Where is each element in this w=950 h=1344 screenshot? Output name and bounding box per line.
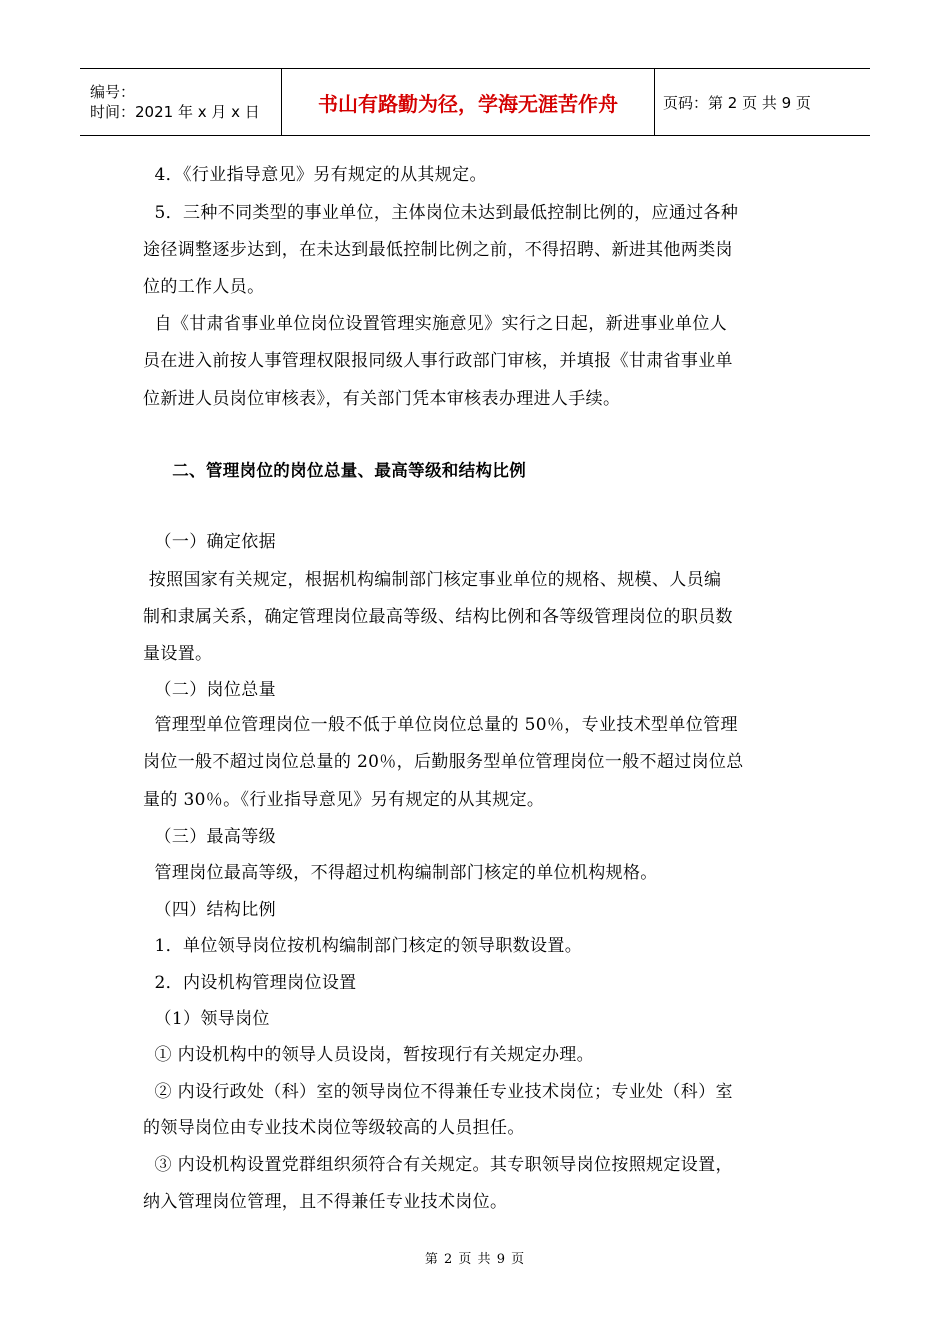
motto-text: 书山有路勤为径，学海无涯苦作舟 — [318, 91, 618, 116]
body-line: ③ 内设机构设置党群组织须符合有关规定。其专职领导岗位按照规定设置， — [143, 1155, 733, 1175]
section-heading: 二、管理岗位的岗位总量、最高等级和结构比例 — [160, 461, 527, 480]
body-line: 按照国家有关规定，根据机构编制部门核定事业单位的规格、规模、人员编 — [143, 570, 722, 590]
body-line: 纳入管理岗位管理，且不得兼任专业技术岗位。 — [143, 1192, 508, 1212]
body-line: 岗位一般不超过岗位总量的 20％，后勤服务型单位管理岗位一般不超过岗位总 — [143, 752, 744, 772]
body-line: ① 内设机构中的领导人员设岗，暂按现行有关规定办理。 — [143, 1045, 595, 1065]
body-line: 2．内设机构管理岗位设置 — [143, 973, 357, 993]
body-line: 管理型单位管理岗位一般不低于单位岗位总量的 50％，专业技术型单位管理 — [143, 715, 738, 735]
body-line: 位新进人员岗位审核表》，有关部门凭本审核表办理进人手续。 — [143, 389, 621, 409]
body-line: 4．《行业指导意见》另有规定的从其规定。 — [143, 165, 487, 185]
body-line: 员在进入前按人事管理权限报同级人事行政部门审核，并填报《甘肃省事业单 — [143, 351, 733, 371]
body-line: （1）领导岗位 — [143, 1009, 270, 1029]
body-line: （四）结构比例 — [143, 900, 276, 920]
page-footer: 第 2 页 共 9 页 — [424, 1252, 526, 1267]
document-date: 时间：2021 年 x 月 x 日 — [90, 103, 260, 121]
body-line: 量的 30％。《行业指导意见》另有规定的从其规定。 — [143, 790, 545, 810]
header-page-number: 页码：第 2 页 共 9 页 — [663, 93, 811, 112]
body-line: 途径调整逐步达到，在未达到最低控制比例之前，不得招聘、新进其他两类岗 — [143, 240, 733, 260]
body-line: 1．单位领导岗位按机构编制部门核定的领导职数设置。 — [143, 936, 583, 956]
body-line: （三）最高等级 — [143, 827, 276, 847]
body-line: 位的工作人员。 — [143, 277, 265, 297]
body-line: 管理岗位最高等级，不得超过机构编制部门核定的单位机构规格。 — [143, 863, 658, 883]
header-meta — [80, 69, 281, 135]
page-header — [80, 68, 870, 136]
document-number: 编号： — [90, 83, 136, 101]
body-line: 5．三种不同类型的事业单位，主体岗位未达到最低控制比例的，应通过各种 — [143, 203, 739, 223]
body-line: 自《甘肃省事业单位岗位设置管理实施意见》实行之日起，新进事业单位人 — [143, 314, 728, 334]
header-motto — [281, 69, 655, 135]
body-line: ② 内设行政处（科）室的领导岗位不得兼任专业技术岗位；专业处（科）室 — [143, 1082, 733, 1102]
body-line: （二）岗位总量 — [143, 680, 276, 700]
body-line: 制和隶属关系，确定管理岗位最高等级、结构比例和各等级管理岗位的职员数 — [143, 607, 733, 627]
body-line: 量设置。 — [143, 644, 213, 664]
body-line: （一）确定依据 — [143, 532, 276, 552]
body-line: 的领导岗位由专业技术岗位等级较高的人员担任。 — [143, 1118, 525, 1138]
